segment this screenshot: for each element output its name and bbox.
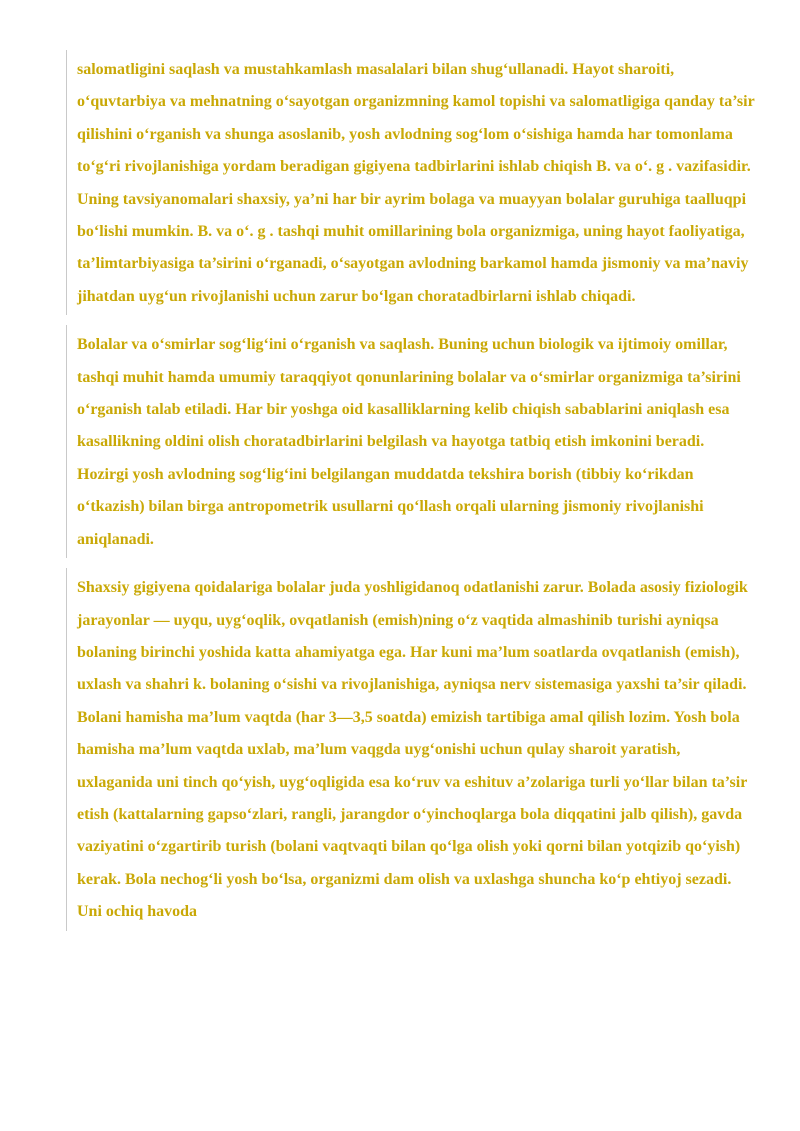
paragraph-block — [66, 325, 766, 558]
paragraph-block — [66, 568, 766, 930]
document-page — [66, 50, 766, 941]
paragraph-text: Bolalar va o‘smirlar sog‘lig‘ini o‘rganish va saqlash. Buning uchun biologik va ijtimoiy omillar, tashqi muhit hamda umumiy taraqqiyot qonunlarining bolalar va o‘smirlar organizmiga ta’sirini o‘rganish talab etiladi. Har bir yoshga oid kasalliklarning kelib chiqish sabablarini aniqlash esa kasallikning oldini olish choratadbirlarini belgilash va hayotga tatbiq etish imkonini beradi. Hozirgi yosh avlodning sog‘lig‘ini belgilangan muddatda tekshira borish (tibbiy ko‘rikdan o‘tkazish) bilan birga antropometrik usullarni qo‘llash orqali ularning jismoniy rivojlanishi aniqlanadi. — [77, 336, 741, 548]
paragraph-text: salomatligini saqlash va mustahkamlash masalalari bilan shug‘ullanadi. Hayot sharoiti, o‘quvtarbiya va mehnatning o‘sayotgan organizmning kamol topishi va salomatligiga qanday ta’sir qilishini o‘rganish va shunga asoslanib, yosh avlodning sog‘lom o‘sishiga hamda har tomonlama to‘g‘ri rivojlanishiga yordam beradigan gigiyena tadbirlarini ishlab chiqish B. va o‘. g . vazifasidir. Uning tavsiyanomalari shaxsiy, ya’ni har bir ayrim bolaga va muayyan bolalar guruhiga taalluqpi bo‘lishi mumkin. B. va o‘. g . tashqi muhit omillarining bola organizmiga, uning hayot faoliyatiga, ta’limtarbiyasiga ta’sirini o‘rganadi, o‘sayotgan avlodning barkamol hamda jismoniy va ma’naviy jihatdan uyg‘un rivojlanishi uchun zarur bo‘lgan choratadbirlarni ishlab chiqadi. — [77, 61, 755, 305]
paragraph-text: Shaxsiy gigiyena qoidalariga bolalar juda yoshligidanoq odatlanishi zarur. Bolada asosiy fiziologik jarayonlar — uyqu, uyg‘oqlik, ovqatlanish (emish)ning o‘z vaqtida almashinib turishi ayniqsa bolaning birinchi yoshida katta ahamiyatga ega. Har kuni ma’lum soatlarda ovqatlanish (emish), uxlash va shahri k. bolaning o‘sishi va rivojlanishiga, ayniqsa nerv sistemasiga yaxshi ta’sir qiladi. Bolani hamisha ma’lum vaqtda (har 3—3,5 soatda) emizish tartibiga amal qilish lozim. Yosh bola hamisha ma’lum vaqtda uxlab, ma’lum vaqgda uyg‘onishi uchun qulay sharoit yaratish, uxlaganida uni tinch qo‘yish, uyg‘oqligida esa ko‘ruv va eshituv a’zolariga turli yo‘llar bilan ta’sir etish (kattalarning gapso‘zlari, rangli, jarangdor o‘yinchoqlarga bola diqqatini jalb qilish), gavda vaziyatini o‘zgartirib turish (bolani vaqtvaqti bilan qo‘lga olish yoki qorni bilan yotqizib qo‘yish) kerak. Bola nechog‘li yosh bo‘lsa, organizmi dam olish va uxlashga shuncha ko‘p ehtiyoj sezadi. Uni ochiq havoda — [77, 579, 748, 921]
paragraph-block — [66, 50, 766, 315]
